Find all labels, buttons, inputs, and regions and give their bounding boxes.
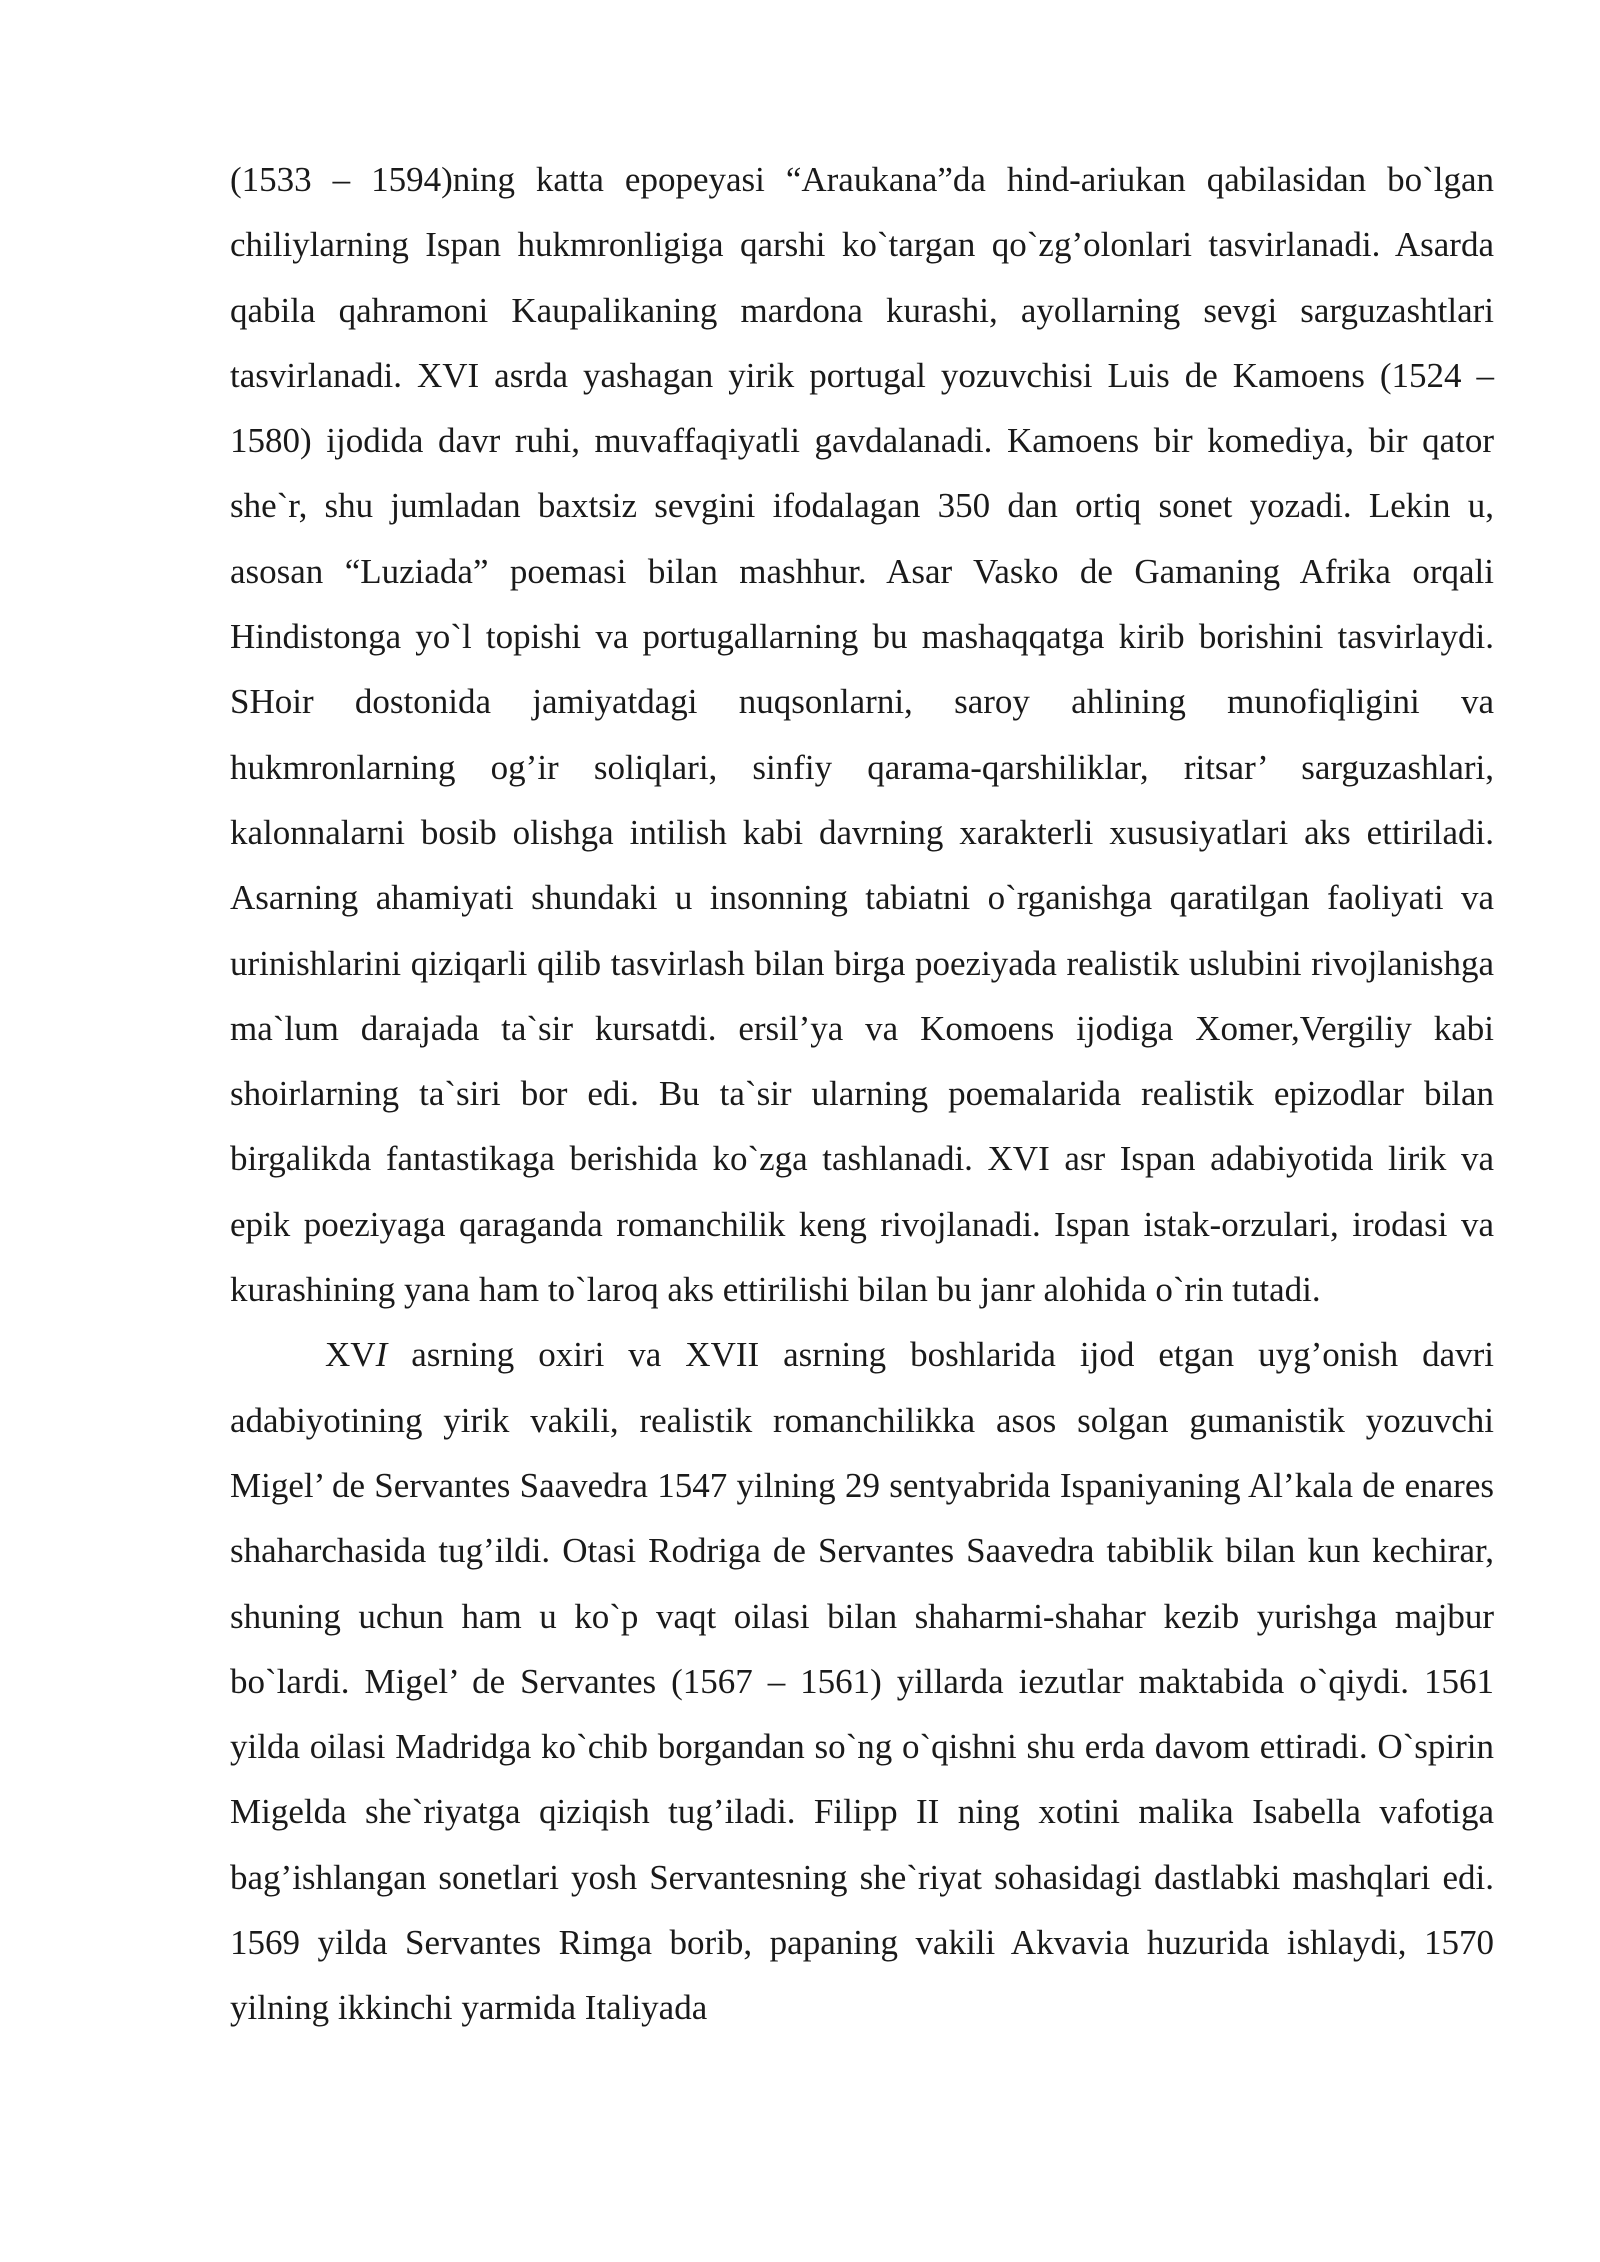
- paragraph-2-lead-italic: I: [375, 1335, 388, 1375]
- paragraph-2: [230, 1322, 1494, 2040]
- paragraph-2-lead: XV: [325, 1335, 376, 1375]
- paragraph-1: (1533 – 1594)ning katta epopeyasi “Araukana”da hind-ariukan qabilasidan bo`lgan chiliylarning Ispan hukmronligiga qarshi ko`targan qo`zg’olonlari tasvirlanadi. Asarda qabila qahramoni Kaupalikaning mardona kurashi, ayollarning sevgi sarguzashtlari tasvirlanadi. XVI asrda yashagan yirik portugal yozuvchisi Luis de Kamoens (1524 – 1580) ijodida davr ruhi, muvaffaqiyatli gavdalanadi. Kamoens bir komediya, bir qator she`r, shu jumladan baxtsiz sevgini ifodalagan 350 dan ortiq sonet yozadi. Lekin u, asosan “Luziada” poemasi bilan mashhur. Asar Vasko de Gamaning Afrika orqali Hindistonga yo`l topishi va portugallarning bu mashaqqatga kirib borishini tasvirlaydi. SHoir dostonida jamiyatdagi nuqsonlarni, saroy ahlining munofiqligini va hukmronlarning og’ir soliqlari, sinfiy qarama-qarshiliklar, ritsar’ sarguzashlari, kalonnalarni bosib olishga intilish kabi davrning xarakterli xususiyatlari aks ettiriladi. Asarning ahamiyati shundaki u insonning tabiatni o`rganishga qaratilgan faoliyati va urinishlarini qiziqarli qilib tasvirlash bilan birga poeziyada realistik uslubini rivojlanishga ma`lum darajada ta`sir kursatdi. ersil’ya va Komoens ijodiga Xomer,Vergiliy kabi shoirlarning ta`siri bor edi. Bu ta`sir ularning poemalarida realistik epizodlar bilan birgalikda fantastikaga berishida ko`zga tashlanadi. XVI asr Ispan adabiyotida lirik va epik poeziyaga qaraganda romanchilik keng rivojlanadi. Ispan istak-orzulari, irodasi va kurashining yana ham to`laroq aks ettirilishi bilan bu janr alohida o`rin tutadi.: [230, 160, 1494, 1310]
- body-text: [230, 147, 1494, 2041]
- paragraph-2-rest: asrning oxiri va XVII asrning boshlarida ijod etgan uyg’onish davri adabiyotining yirik vakili, realistik romanchilikka asos solgan gumanistik yozuvchi Migel’ de Servantes Saavedra 1547 yilning 29 sentyabrida Ispaniyaning Al’kala de enares shaharchasida tug’ildi. Otasi Rodriga de Servantes Saavedra tabiblik bilan kun kechirar, shuning uchun ham u ko`p vaqt oilasi bilan shaharmi-shahar kezib yurishga majbur bo`lardi. Migel’ de Servantes (1567 – 1561) yillarda iezutlar maktabida o`qiydi. 1561 yilda oilasi Madridga ko`chib borgandan so`ng o`qishni shu erda davom ettiradi. O`spirin Migelda she`riyatga qiziqish tug’iladi. Filipp II ning xotini malika Isabella vafotiga bag’ishlangan sonetlari yosh Servantesning she`riyat sohasidagi dastlabki mashqlari edi. 1569 yilda Servantes Rimga borib, papaning vakili Akvavia huzurida ishlaydi, 1570 yilning ikkinchi yarmida Italiyada: [230, 1335, 1494, 2028]
